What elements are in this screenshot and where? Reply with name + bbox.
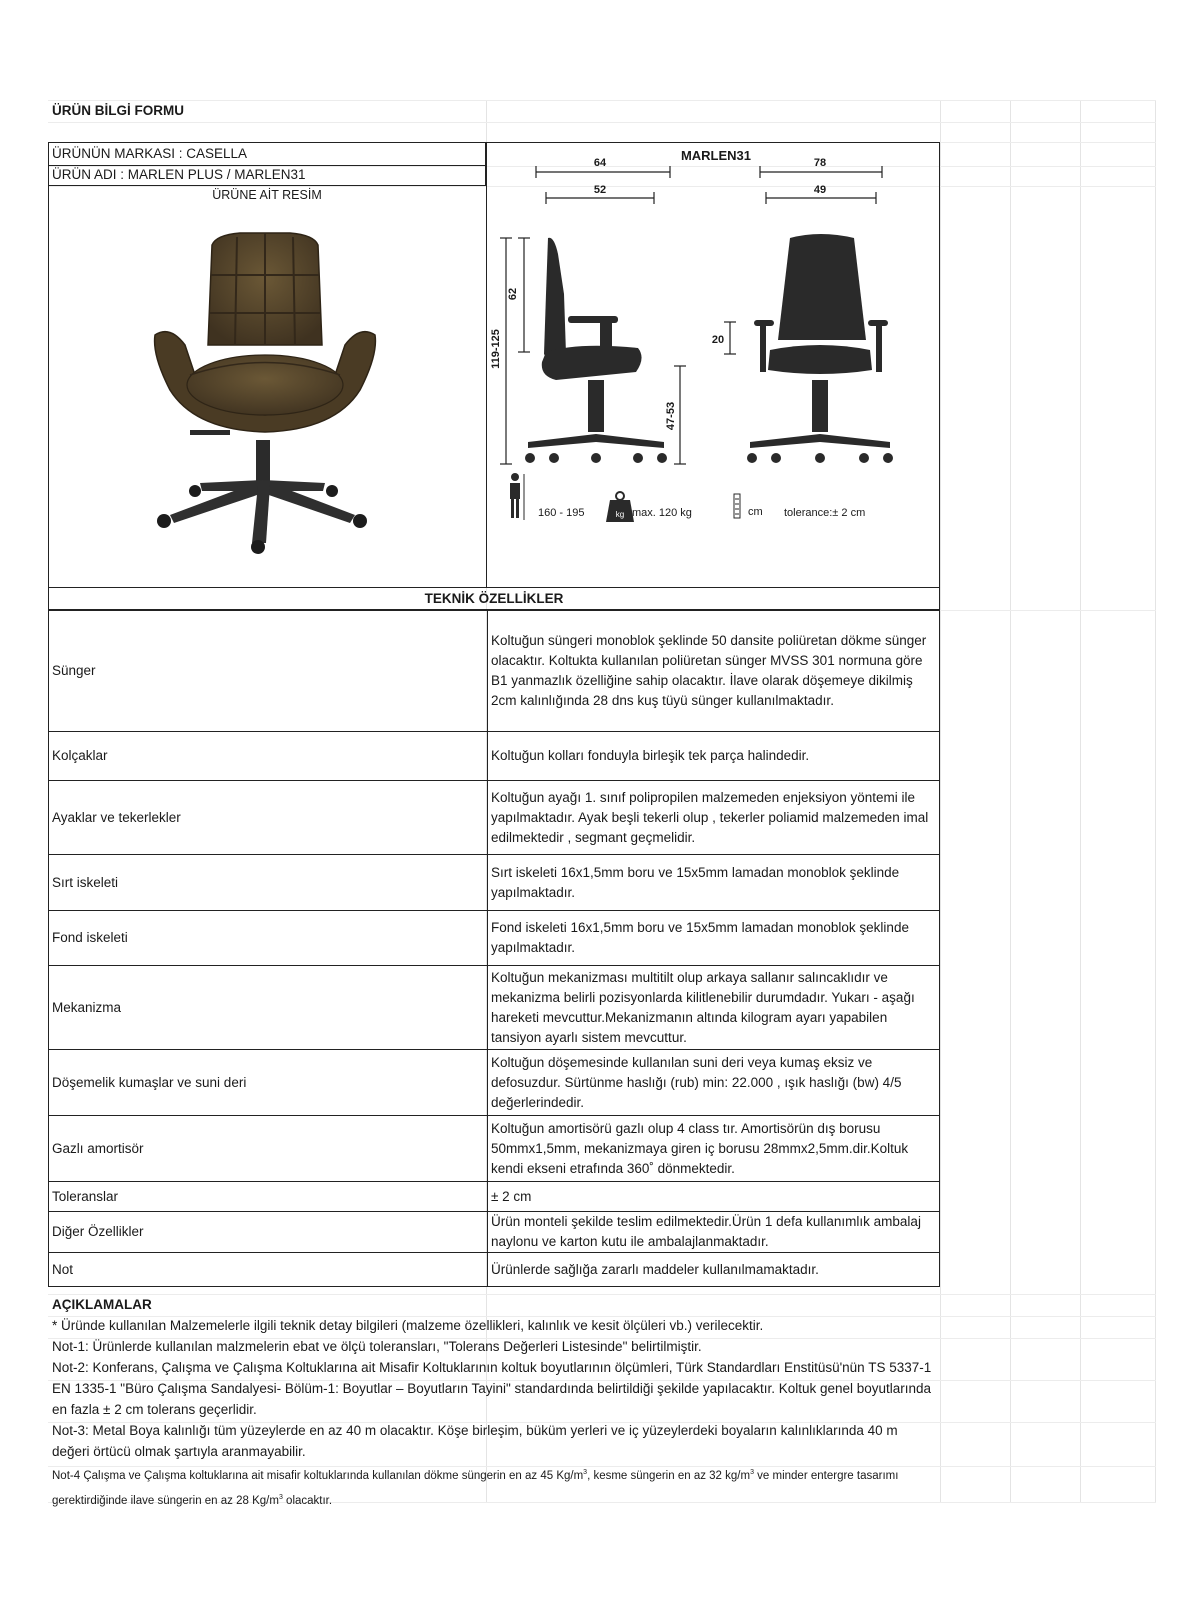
chair-base [157, 430, 367, 554]
spec-value: Fond iskeleti 16x1,5mm boru ve 15x5mm lamadan monoblok şeklinde yapılmaktadır. [488, 911, 940, 966]
note-line: * Üründe kullanılan Malzemelerle ilgili teknik detay bilgileri (malzeme özellikleri, kalınlık ve kesit ölçüleri vb.) verilecektir. [52, 1318, 764, 1333]
table-row [49, 732, 940, 781]
table-row [49, 911, 940, 966]
photo-label: ÜRÜNE AİT RESİM [212, 188, 322, 202]
ruler-icon [734, 494, 740, 518]
chair-photo [150, 225, 380, 565]
dim-62: 62 [507, 287, 519, 301]
dim-52: 52 [593, 184, 607, 196]
spec-value: Koltuğun ayağı 1. sınıf polipropilen malzemeden enjeksiyon yöntemi ile yapılmaktadır. Ayak beşli tekerli olup , tekerler poliamid malzemeden imal edilmektedir , segmant geçmelidir. [488, 781, 940, 855]
form-title: ÜRÜN BİLGİ FORMU [52, 103, 184, 118]
spec-key: Toleranslar [49, 1182, 488, 1212]
spec-value: Koltuğun kolları fonduyla birleşik tek parça halindedir. [488, 732, 940, 781]
note-line: Not-2: Konferans, Çalışma ve Çalışma Koltuklarına ait Misafir Koltuklarının koltuk boyutlarının ölçümleri, Türk Standardları Enstitüsü'nün TS 5337-1 EN 1335-1 "Büro Çalışma Sandalyesi- Bölüm-1: Boyutlar – Boyutların Tayini" standardında belirtildiği şekilde yapılacaktır. Koltuk genel boyutlarında en fazla ± 2 cm tolerans geçerlidir. [52, 1360, 932, 1417]
brand-cell: ÜRÜNÜN MARKASI : CASELLA [48, 142, 486, 166]
max-weight-text: max. 120 kg [632, 507, 692, 519]
side-view-chair [525, 238, 667, 463]
product-name-cell: ÜRÜN ADI : MARLEN PLUS / MARLEN31 [48, 166, 486, 186]
dim-119-125: 119-125 [490, 329, 502, 369]
spec-value: Ürünlerde sağlığa zararlı maddeler kullanılmamaktadır. [488, 1253, 940, 1287]
person-icon [510, 473, 524, 520]
unit-text: cm [748, 506, 763, 518]
spec-value: Koltuğun mekanizması multitilt olup arkaya sallanır salıncaklıdır ve mekanizma belirli pozisyonlarda kilitlenebilir durumdadır. Yukarı - aşağı hareketi mevcuttur.Mekanizmanın altında kilogram ayarı yapabilen tansiyon ayarlı sistem mevcuttur. [488, 966, 940, 1050]
legend [510, 473, 865, 522]
dim-64: 64 [593, 157, 607, 169]
note-line: Not-4 Çalışma ve Çalışma koltuklarına ait misafir koltuklarında kullanılan dökme süngerin en az 45 $Kg/m^3$, kesme süngerin en az 32 $kg/m^3$ ve minder entergre tasarımı gerektirdiğinde ilave süngerin en az 28 $Kg/m^3$ olacaktır. [52, 1469, 899, 1507]
table-row [49, 1116, 940, 1182]
spec-value: Koltuğun amortisörü gazlı olup 4 class tır. Amortisörün dış borusu 50mmx1,5mm, mekanizmaya giren iç borusu 28mmx2,5mm.dir.Koltuk kendi ekseni etrafında 360˚ dönmektedir. [488, 1116, 940, 1182]
dim-47-53: 47-53 [665, 401, 677, 431]
spec-value: Sırt iskeleti 16x1,5mm boru ve 15x5mm lamadan monoblok şeklinde yapılmaktadır. [488, 855, 940, 911]
user-height-text: 160 - 195 [538, 507, 585, 519]
table-row [49, 966, 940, 1050]
spec-value: Koltuğun döşemesinde kullanılan suni deri veya kumaş eksiz ve defosuzdur. Sürtünme haslığı (rub) min: 22.000 , ışık haslığı (bw) 4/5 değerlerindedir. [488, 1050, 940, 1116]
table-row [49, 781, 940, 855]
model-label: MARLEN31 [680, 148, 752, 163]
section-title: TEKNİK ÖZELLİKLER [48, 588, 940, 610]
frame-divider [486, 142, 487, 588]
spec-key: Ayaklar ve tekerlekler [49, 781, 488, 855]
spec-key: Döşemelik kumaşlar ve suni deri [49, 1050, 488, 1116]
spec-key: Gazlı amortisör [49, 1116, 488, 1182]
note-line: Not-3: Metal Boya kalınlığı tüm yüzeylerde en az 40 m olacaktır. Köşe birleşim, büküm yerleri ve iç yüzeylerdeki boyaların kalınlıklarında 40 m değeri örtücü olmak şartıyla aranmayabilir. [52, 1423, 898, 1459]
weight-icon [606, 492, 634, 522]
dim-20: 20 [711, 334, 725, 346]
front-view-chair [747, 234, 893, 463]
dim-49: 49 [813, 184, 827, 196]
svg-text:kg: kg [615, 510, 625, 519]
table-row [49, 611, 940, 732]
dim-78: 78 [813, 157, 827, 169]
spec-key: Mekanizma [49, 966, 488, 1050]
spec-value: Koltuğun süngeri monoblok şeklinde 50 dansite poliüretan dökme sünger olacaktır. Koltukta kullanılan poliüretan sünger MVSS 301 normuna göre B1 yanmazlık özelliğine sahip olacaktır. İlave olarak döşemeye dikilmiş 2cm kalınlığında 28 dns kuş tüyü sünger kullanılmaktadır. [488, 611, 940, 732]
spec-value: ± 2 cm [488, 1182, 940, 1212]
table-row [49, 1253, 940, 1287]
spec-key: Sırt iskeleti [49, 855, 488, 911]
notes-section [52, 1294, 938, 1512]
spec-key: Sünger [49, 611, 488, 732]
note-line: Not-1: Ürünlerde kullanılan malzmelerin ebat ve ölçü toleransları, "Tolerans Değerleri Listesinde" belirtilmiştir. [52, 1339, 702, 1354]
spec-key: Not [49, 1253, 488, 1287]
spec-value: Ürün monteli şekilde teslim edilmektedir.Ürün 1 defa kullanımlık ambalaj naylonu ve karton kutu ile ambalajlanmaktadır. [488, 1212, 940, 1253]
technical-drawing [488, 144, 938, 584]
spec-table [48, 610, 940, 1287]
spec-key: Diğer Özellikler [49, 1212, 488, 1253]
table-row [49, 1212, 940, 1253]
notes-heading: AÇIKLAMALAR [52, 1297, 152, 1312]
table-row [49, 1050, 940, 1116]
table-row [49, 855, 940, 911]
tolerance-text: tolerance:± 2 cm [784, 507, 866, 519]
table-row [49, 1182, 940, 1212]
spec-key: Fond iskeleti [49, 911, 488, 966]
spec-key: Kolçaklar [49, 732, 488, 781]
